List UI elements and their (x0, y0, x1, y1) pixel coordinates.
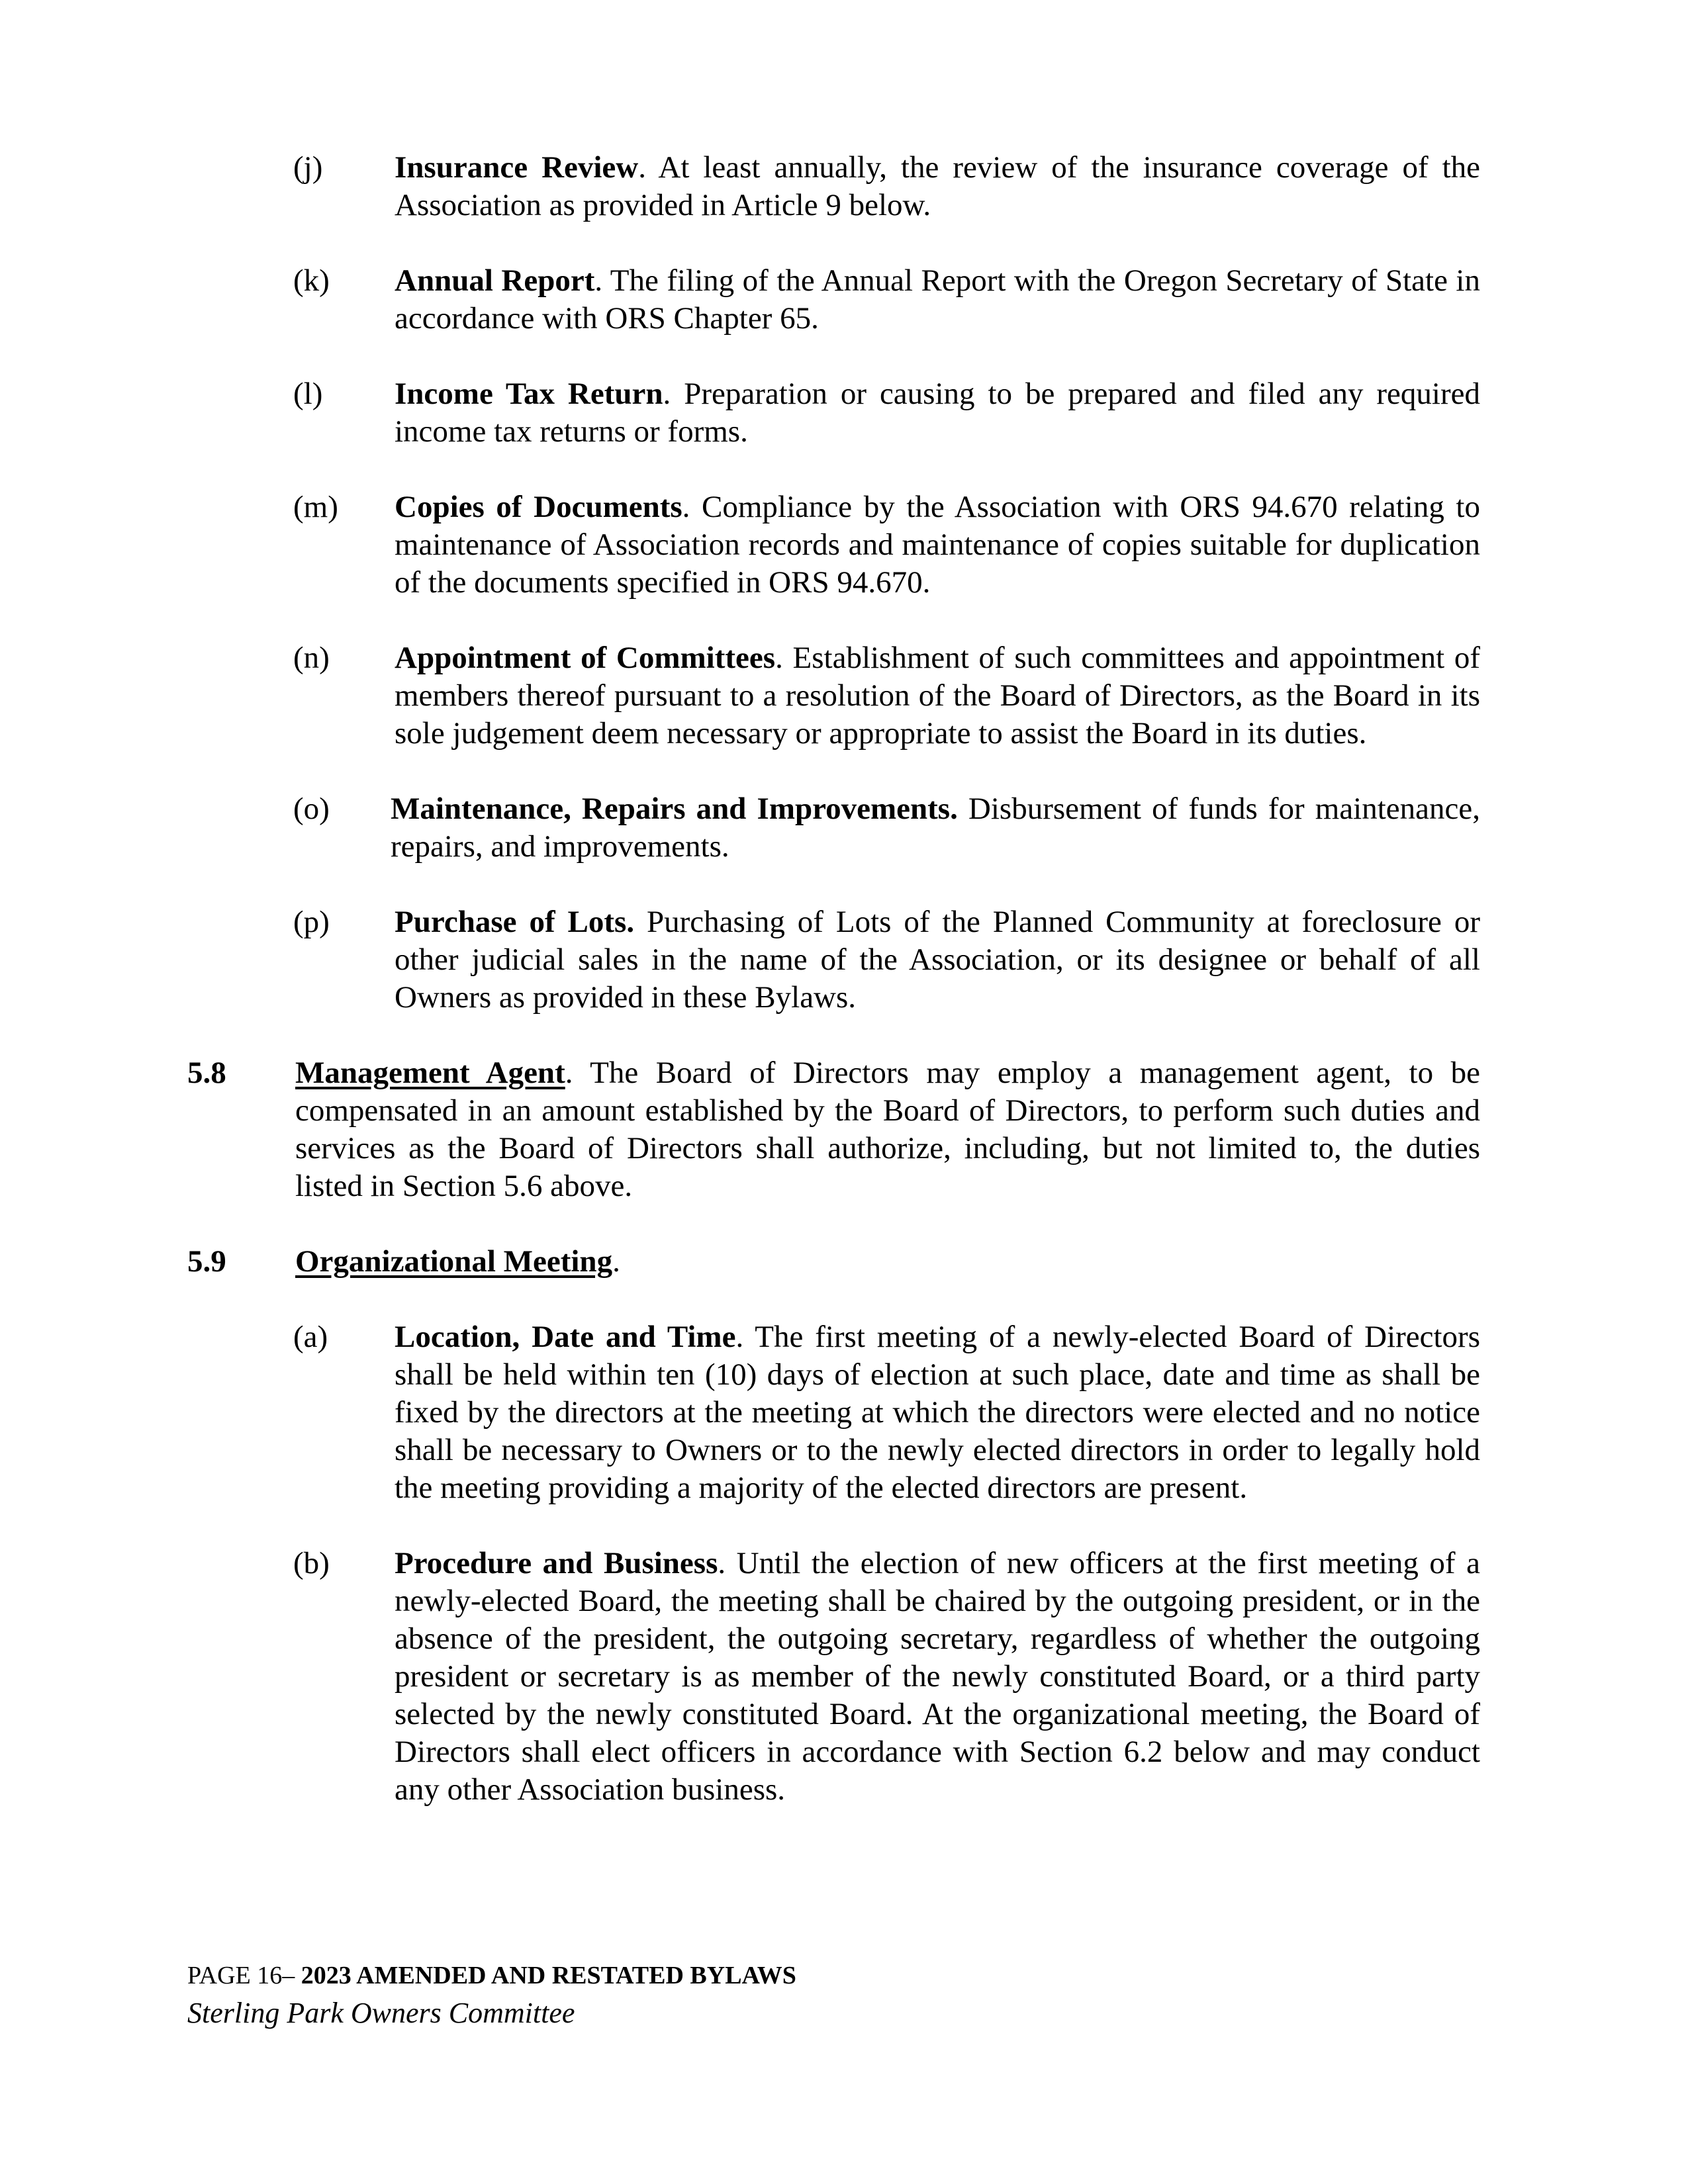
item-text: . Establishment of such committees and appointment of members thereof pursuant to a resolution of the Board of Directors, as the Board in its sole judgement deem necessary or appropriate to assist the Board in its duties. (395, 641, 1480, 751)
section-number: 5.8 (187, 1056, 226, 1090)
item-heading: Procedure and Business (395, 1546, 718, 1580)
section-heading: Management Agent (295, 1056, 565, 1090)
item-text: . At least annually, the review of the insurance coverage of the Association as provided in Article 9 below. (395, 150, 1480, 222)
item-label: (l) (293, 377, 323, 411)
item-text: . Compliance by the Association with ORS 94.670 relating to maintenance of Association records and maintenance of copies suitable for duplication of the documents specified in ORS 94.670. (395, 490, 1480, 600)
item-heading: Maintenance, Repairs and Improvements. (391, 792, 958, 826)
item-label: (k) (293, 263, 330, 298)
item-body (395, 1545, 1480, 1809)
item-text: Purchasing of Lots of the Planned Community at foreclosure or other judicial sales in the name of the Association, or its designee or behalf of all Owners as provided in these Bylaws. (395, 905, 1480, 1015)
item-label: (a) (293, 1320, 328, 1354)
footer-page-number: PAGE 16– (187, 1962, 301, 1989)
item-text: . The filing of the Annual Report with the Oregon Secretary of State in accordance with ORS Chapter 65. (395, 263, 1480, 336)
section-body (295, 1243, 1480, 1281)
item-body (395, 262, 1480, 338)
item-body (395, 1318, 1480, 1507)
item-body (395, 375, 1480, 451)
item-text: . Preparation or causing to be prepared and filed any required income tax returns or forms. (395, 377, 1480, 449)
item-body (395, 903, 1480, 1017)
item-text: Disbursement of funds for maintenance, repairs, and improvements. (391, 792, 1480, 864)
item-heading: Purchase of Lots. (395, 905, 635, 939)
item-body (395, 149, 1480, 224)
item-label: (j) (293, 150, 323, 185)
item-heading: Copies of Documents (395, 490, 682, 524)
item-label: (p) (293, 905, 330, 939)
item-label: (b) (293, 1546, 330, 1580)
item-label: (o) (293, 792, 330, 826)
section-text: . (612, 1244, 620, 1279)
item-text: . Until the election of new officers at the first meeting of a newly-elected Board, the meeting shall be chaired by the outgoing president, or in the absence of the president, the outgoing secretary, regardless of whether the outgoing president or secretary is as member of the newly constituted Board, or a third party selected by the newly constituted Board. At the organizational meeting, the Board of Directors shall elect officers in accordance with Section 6.2 below and may conduct any other Association business. (395, 1546, 1480, 1807)
footer-page-line (187, 1960, 796, 1991)
item-heading: Annual Report (395, 263, 595, 298)
item-heading: Insurance Review (395, 150, 639, 185)
section-text: . The Board of Directors may employ a management agent, to be compensated in an amount established by the Board of Directors, to perform such duties and services as the Board of Directors shall authorize, including, but not limited to, the duties listed in Section 5.6 above. (295, 1056, 1480, 1203)
item-heading: Income Tax Return (395, 377, 663, 411)
section-number: 5.9 (187, 1244, 226, 1279)
section-body (295, 1054, 1480, 1205)
item-body (395, 488, 1480, 602)
item-text: . The first meeting of a newly-elected Board of Directors shall be held within ten (10) days of election at such place, date and time as shall be fixed by the directors at the meeting at which the directors were elected and no notice shall be necessary to Owners or to the newly elected directors in order to legally hold the meeting providing a majority of the elected directors are present. (395, 1320, 1480, 1505)
section-heading: Organizational Meeting (295, 1244, 613, 1279)
item-heading: Location, Date and Time (395, 1320, 736, 1354)
footer-title: 2023 AMENDED AND RESTATED BYLAWS (301, 1962, 796, 1989)
item-heading: Appointment of Committees (395, 641, 776, 675)
item-label: (m) (293, 490, 338, 524)
item-body (395, 639, 1480, 752)
footer-organization: Sterling Park Owners Committee (187, 1997, 575, 2029)
item-body (391, 790, 1480, 866)
item-label: (n) (293, 641, 330, 675)
